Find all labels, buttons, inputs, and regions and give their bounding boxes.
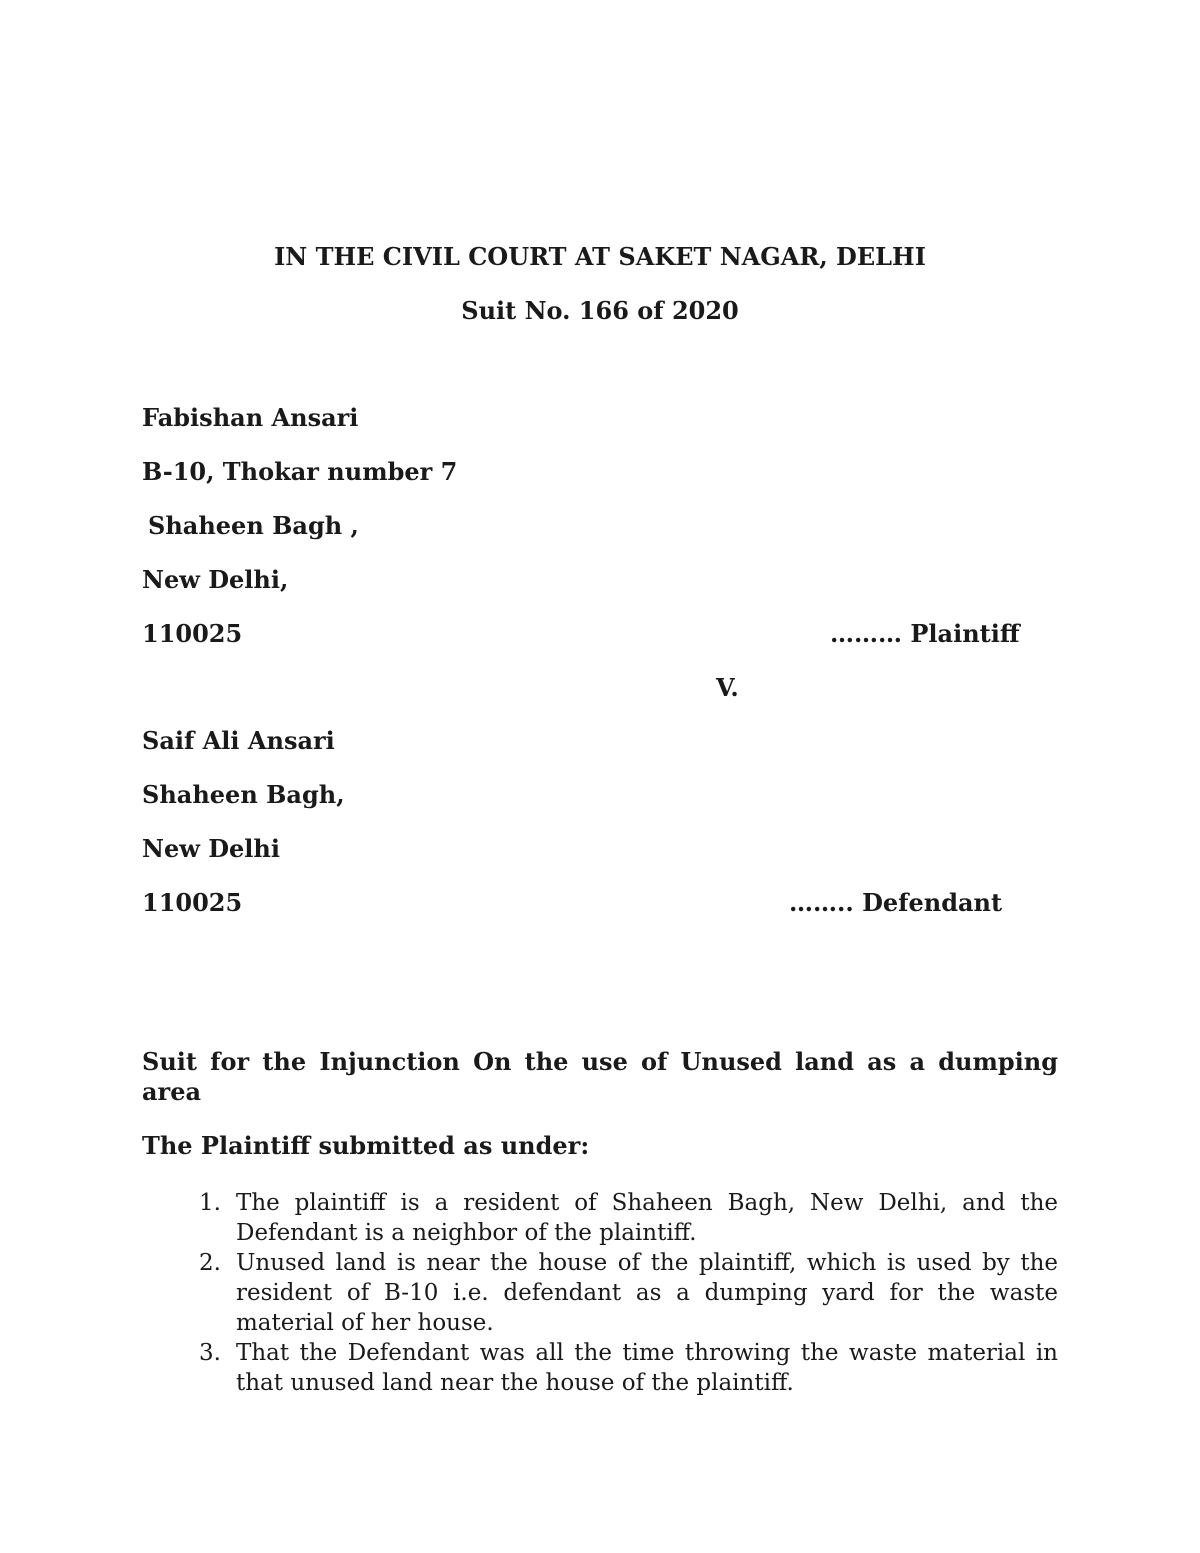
suit-number: Suit No. 166 of 2020	[461, 296, 739, 325]
defendant-name: Saif Ali Ansari	[142, 726, 335, 755]
defendant-address-line2: New Delhi	[142, 834, 280, 863]
list-item	[142, 1338, 1058, 1398]
plaintiff-address-line1: B-10, Thokar number 7	[142, 457, 458, 486]
list-item-number: 1.	[199, 1190, 221, 1216]
submission-points-list	[142, 1188, 1058, 1398]
defendant-pin: 110025	[142, 888, 243, 917]
defendant-address-line1: Shaheen Bagh,	[142, 780, 345, 809]
list-item	[142, 1188, 1058, 1248]
plaintiff-address-line3: New Delhi,	[142, 565, 289, 594]
list-item	[142, 1248, 1058, 1338]
defendant-role-label: …….. Defendant	[789, 888, 1003, 917]
plaintiff-address-line2: Shaheen Bagh ,	[148, 511, 359, 540]
suit-heading: Suit for the Injunction On the use of Unused land as a dumping area	[142, 1047, 1058, 1106]
list-item-text: The plaintiff is a resident of Shaheen Bagh, New Delhi, and the Defendant is a neighbor of the plaintiff.	[236, 1190, 1058, 1246]
list-item-text: Unused land is near the house of the plaintiff, which is used by the resident of B-10 i.e. defendant as a dumping yard for the waste material of her house.	[236, 1250, 1058, 1336]
plaintiff-pin: 110025	[142, 619, 243, 648]
plaintiff-role-label: ……… Plaintiff	[830, 619, 1020, 648]
versus-label: V.	[716, 673, 739, 702]
list-item-number: 2.	[199, 1250, 221, 1276]
list-item-text: That the Defendant was all the time throwing the waste material in that unused land near the house of the plaintiff.	[236, 1340, 1058, 1396]
court-title: IN THE CIVIL COURT AT SAKET NAGAR, DELHI	[274, 242, 926, 271]
submission-heading: The Plaintiff submitted as under:	[142, 1131, 590, 1160]
list-item-number: 3.	[199, 1340, 221, 1366]
plaintiff-name: Fabishan Ansari	[142, 403, 359, 432]
